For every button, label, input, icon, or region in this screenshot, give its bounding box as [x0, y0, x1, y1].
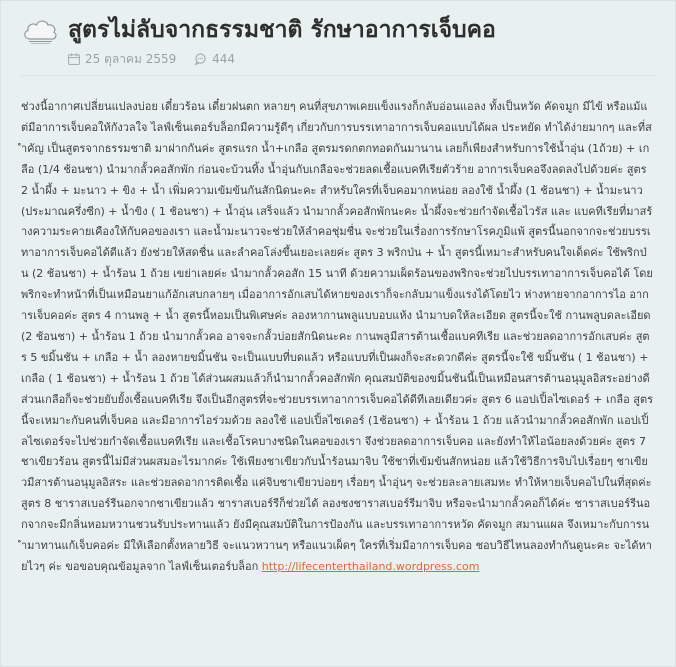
comment-count: 444 [212, 51, 235, 66]
post-content [21, 97, 653, 578]
cloud-logo-icon [21, 15, 59, 45]
calendar-icon [68, 53, 80, 65]
post-header [21, 11, 665, 75]
post-date [68, 52, 176, 66]
post-body [21, 97, 653, 578]
post-body-text: ช่วงนี้อากาศเปลี่ยนแปลงบ่อย เดี๋ยวร้อน เดี๋ยวฝนตก หลายๆ คนที่สุขภาพเคยแข็งแรงก็กลับอ่อนแอลง ทั้งเป็นหวัด คัดจมูก มีไข้ หรือแม้แต่มีอาการเจ็บคอให้กังวลใจ ไลฟ์เซ็นเตอร์บล็อกมีความรู้ดีๆ เกี่ยวกับการบรรเทาอาการเจ็บคอแบบได้ผล ประหยัด ทำได้ง่ายมากๆ และที่สำคัญ เป็นสูตรจากธรรมชาติ มาฝากกันค่ะ สูตรแรก น้ำ+เกลือ สูตรมรดกตกทอดกันมานาน เลยก็เพียงสำหรับการใช้น้ำอุ่น (1ถ้วย) + เกลือ (1/4 ช้อนชา) นำมากลั้วคอสักพัก ก่อนจะบ้วนทิ้ง น้ำอุ่นกับเกลือจะช่วยลดเชื้อแบคทีเรียตัวร้าย อาการเจ็บคอจึงลดลงไปด้วยค่ะ สูตร 2 น้ำผึ้ง + มะนาว + ขิง + น้ำ เพิ่มความเข้มข้นกันสักนิดนะคะ สำหรับใครที่เจ็บคอมากหน่อย ลองใช้ น้ำผึ้ง (1 ช้อนชา) + น้ำมะนาว (ประมาณครึ่งซีก) + น้ำขิง ( 1 ช้อนชา) + น้ำอุ่น เสร็จแล้ว นำมากลั้วคอสักพักนะคะ น้ำผึ้งจะช่วยกำจัดเชื้อไวรัส และ แบคทีเรียที่มาสร้างความระคายเคืองให้กับคอของเรา และน้ำมะนาวจะช่วยให้ลำคอชุ่มชื่น จะช่วยในเรื่องการรักษาโรคภูมิแพ้ สูตรนี้นอกจากจะช่วยบรรเทาอาการเจ็บคอได้ดีแล้ว ยังช่วยให้สดชื่น และลำคอโล่งขึ้นเยอะเลยค่ะ สูตร 3 พริกป่น + น้ำ สูตรนี้เหมาะสำหรับคนใจเด็ดค่ะ ใช้พริกป่น (2 ช้อนชา) + น้ำร้อน 1 ถ้วย เขย่าเลยค่ะ นำมากลั้วคอสัก 15 นาที ด้วยความเผ็ดร้อนของพริกจะช่วยไปบรรเทาอาการเจ็บคอได้ โดยพริกจะทำหน้าที่เป็นเหมือนยาแก้อักเสบกลายๆ เมื่ออาการอักเสบได้หายของเราก็จะกลับมาแข็งแรงได้โดยไว ห่างหายจากอาการไอ อาการเจ็บคอค่ะ สูตร 4 กานพลู + น้ำ สูตรนี้หอมเป็นพิเศษค่ะ ลองหากานพลูแบบอบแห้ง นำมาบดให้ละเอียด สูตรนี้จะใช้ กานพลูบดละเอียด (2 ช้อนชา) + น้ำร้อน 1 ถ้วย นำมากลั้วคอ อาจจะกลั้วบ่อยสักนิดนะคะ กานพลูมีสารต้านเชื้อแบคทีเรีย และช่วยลดอาการอักเสบค่ะ สูตร 5 ขมิ้นชัน + เกลือ + น้ำ ลองหายขมิ้นชัน จะเป็นแบบที่บดแล้ว หรือแบบที่เป็นผงก็จะสะดวกดีค่ะ สูตรนี้จะใช้ ขมิ้นชัน ( 1 ช้อนชา) + เกลือ ( 1 ช้อนชา) + น้ำร้อน 1 ถ้วย ได้ส่วนผสมแล้วก็นำมากลั้วคอสักพัก คุณสมบัติของขมิ้นชันนี้เป็นเหมือนสารต้านอนุมูลอิสระอย่างดี ส่วนเกลือก็จะช่วยยับยั้งเชื้อแบคทีเรีย จึงเป็นอีกสูตรที่จะช่วยบรรเทาอาการเจ็บคอได้ดีทีเลยเดียวค่ะ สูตร 6 แอปเปิ้ลไซเดอร์ + เกลือ สูตรนี้จะเหมาะกับคนที่เจ็บคอ และมีอาการไอร่วมด้วย ลองใช้ แอปเปิ้ลไซเดอร์ (1ช้อนชา) + น้ำร้อน 1 ถ้วย แล้วนำมากลั้วคอสักพัก แอปเปิ้ลไซเดอร์จะไปช่วยกำจัดเชื้อแบคทีเรีย และเชื้อโรคบางชนิดในคอของเรา จึงช่วยลดอาการเจ็บคอ และยังทำให้ไอน้อยลงด้วยค่ะ สูตร 7 ชาเขียวร้อน สูตรนี้ไม่มีส่วนผสมอะไรมากค่ะ ใช้เพียงชาเขียวกับน้ำร้อนมาจิบ ใช้ชาที่เข้มข้นสักหน่อย แล้วใช้วิธีการจิบไปเรื่อยๆ ชาเขียวมีสารต้านอนุมูลอิสระ และช่วยลดอาการติดเชื้อ แค่จิบชาเขียวบ่อยๆ เรื่อยๆ น้ำอุ่นๆ จะช่วยละลายเสมหะ ทำให้หายเจ็บคอไปในที่สุดค่ะ สูตร 8 ชาราสเบอร์รีนอกจากชาเขียวแล้ว ชาราสเบอร์รีก็ช่วยได้ ลองชงชาราสเบอร์รีมาจิบ หรือจะนำมากลั้วคอก็ได้ค่ะ ชาราสเบอร์รีนอกจากจะมีกลิ่นหอมหวานชวนรับประทานแล้ว ยังมีคุณสมบัติในการป้องกัน และบรรเทาอาการหวัด คัดจมูก สมานแผล จึงเหมาะกับการนำมาทานแก้เจ็บคอค่ะ มีให้เลือกตั้งหลายวิธี จะแนวหวานๆ หรือแนวเผ็ดๆ ใครที่เริ่มมีอาการเจ็บคอ ชอบวิธีไหนลองทำกันดูนะคะ จะได้หายไวๆ ค่ะ ขอขอบคุณข้อมูลจาก ไลฟ์เซ็นเตอร์บล็อก [21, 100, 653, 573]
post-comments[interactable] [194, 52, 235, 66]
comment-bubble-icon [194, 53, 207, 65]
post-title: สูตรไม่ลับจากธรรมชาติ รักษาอาการเจ็บคอ [68, 17, 496, 43]
post-meta [68, 51, 235, 66]
source-link[interactable]: http://lifecenterthailand.wordpress.com [261, 559, 480, 573]
header-divider [21, 75, 655, 76]
post-date-text: 25 ตุลาคม 2559 [85, 51, 177, 66]
